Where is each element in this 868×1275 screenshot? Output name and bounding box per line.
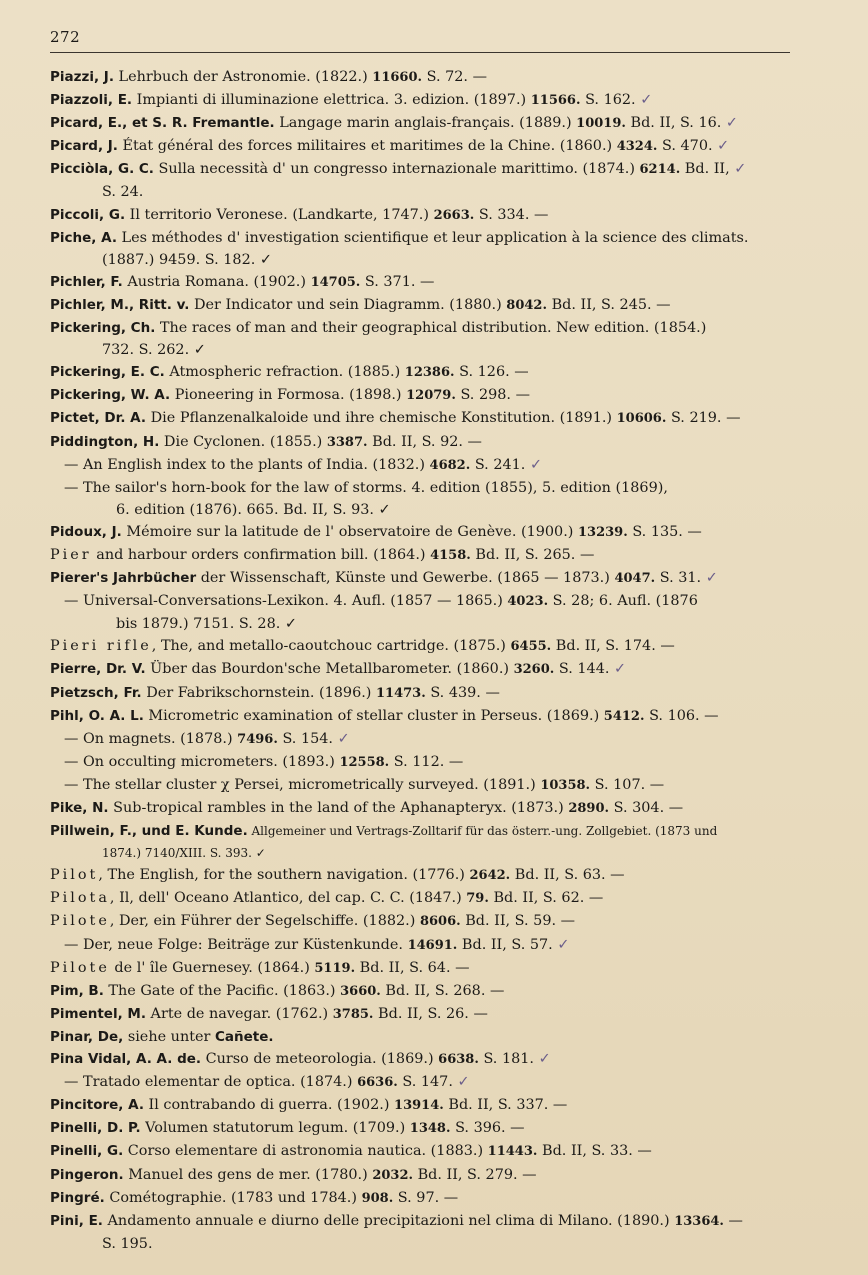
entry-title: — The stellar cluster χ Persei, micrometrically surveyed. (1891.) (64, 776, 541, 793)
entry-location: S. 147. (397, 1074, 453, 1091)
entry-catalog-number: 14705. (310, 274, 361, 290)
index-entry (50, 271, 795, 294)
index-entry (50, 1187, 795, 1210)
entry-catalog-number: 4682. (429, 457, 471, 473)
entry-title: Der Fabrikschornstein. (1896.) (141, 684, 376, 701)
entry-title: der Wissenschaft, Künste und Gewerbe. (1865 — 1873.) (196, 570, 615, 587)
index-entry (50, 1094, 795, 1117)
index-entry (50, 407, 795, 430)
entry-catalog-number: 3660. (340, 983, 381, 999)
checkmark-icon: ✓ (701, 570, 718, 587)
index-entry (50, 66, 795, 89)
entry-catalog-number: 5119. (314, 960, 356, 976)
entry-location: Bd. II, S. 33. — (537, 1143, 652, 1160)
entry-title: The Gate of the Pacific. (1863.) (103, 982, 341, 999)
entry-catalog-number: 3785. (332, 1006, 374, 1022)
index-entry (50, 1164, 795, 1187)
index-entry (50, 1210, 795, 1255)
entry-author: Pini, E. (50, 1212, 103, 1229)
entry-location: S. 181. (478, 1051, 534, 1068)
index-entry (50, 887, 795, 910)
entry-catalog-number: 10019. (576, 116, 626, 132)
entry-author: Pinar, De, (50, 1028, 124, 1045)
entry-catalog-number: 6636. (357, 1075, 398, 1091)
entry-catalog-number: 8606. (419, 914, 461, 930)
checkmark-icon: ✓ (452, 1074, 470, 1091)
entry-title: Austria Romana. (1902.) (122, 273, 311, 290)
entry-catalog-number: 13914. (394, 1098, 444, 1114)
index-entry (50, 112, 795, 135)
entry-author: Picciòla, G. C. (50, 161, 154, 178)
entry-author: Pictet, Dr. A. (50, 410, 147, 427)
entry-location: Bd. II, S. 92. — (367, 433, 482, 450)
index-entry (50, 227, 795, 271)
entry-location: S. 371. — (360, 273, 435, 290)
entry-title: Corso elementare di astronomia nautica. (1883.) (123, 1143, 488, 1160)
entry-title: Allgemeiner und Vertrags-Zolltarif für das österr.-ung. Zollgebiet. (1873 und (247, 824, 718, 839)
entry-location: Bd. II, S. 174. — (551, 638, 675, 655)
entry-location: Bd. II, S. 64. — (355, 959, 470, 976)
entry-catalog-number: 4023. (507, 594, 549, 610)
entry-location: S. 219. — (666, 410, 741, 427)
index-entry (50, 1026, 795, 1048)
index-entry (50, 682, 795, 705)
entry-title: Volumen statutorum legum. (1709.) (140, 1120, 410, 1137)
entry-title: Il contrabando di guerra. (1902.) (143, 1097, 395, 1114)
index-entry (50, 751, 795, 774)
entry-author: Pinelli, D. P. (50, 1120, 141, 1137)
index-entry (50, 820, 795, 864)
entry-author: Pichler, M., Ritt. v. (50, 296, 190, 313)
entry-title: Les méthodes d' investigation scientifique et leur application à la science des climats. (116, 229, 749, 246)
index-entry (50, 158, 795, 203)
entry-author: Pihl, O. A. L. (50, 707, 144, 724)
entry-title: Impianti di illuminazione elettrica. 3. edizion. (1897.) (132, 92, 531, 109)
entry-catalog-number: 11660. (372, 70, 423, 85)
entry-catalog-number: 5412. (603, 708, 645, 724)
index-entry (50, 797, 795, 820)
entry-title: and harbour orders confirmation bill. (1864.) (91, 546, 431, 563)
entry-spaced-heading: Pilote (50, 913, 110, 930)
entry-author: Pichler, F. (50, 273, 123, 290)
index-entry (50, 1117, 795, 1140)
index-entry (50, 658, 795, 681)
entry-location: Bd. II, S. 279. — (413, 1166, 537, 1183)
entry-catalog-number: 6455. (510, 639, 552, 655)
entry-catalog-number: 10606. (616, 411, 667, 427)
index-entry (50, 705, 795, 728)
entry-location: Bd. II, S. 245. — (547, 296, 671, 313)
entry-author: Piccoli, G. (50, 206, 126, 223)
entry-location: Bd. II, S. 16. (625, 115, 722, 132)
entry-catalog-number: 2642. (469, 868, 511, 884)
entry-location: S. 439. — (425, 684, 500, 701)
entry-continuation: 1874.) 7140/XIII. S. 393. ✓ (102, 846, 266, 861)
entry-location: S. 241. (470, 456, 526, 473)
index-entry (50, 544, 795, 567)
entry-catalog-number: 12079. (406, 388, 456, 404)
entry-location: Bd. II, S. 62. — (488, 890, 604, 907)
checkmark-icon: ✓ (729, 161, 747, 178)
entry-author: Piche, A. (50, 229, 117, 246)
page-number: 272 (50, 28, 81, 46)
index-entry (50, 521, 795, 544)
entry-title: Micrometric examination of stellar cluster in Perseus. (1869.) (143, 707, 604, 724)
entry-location: S. 334. — (474, 206, 549, 223)
entry-title: — The sailor's horn-book for the law of storms. 4. edition (1855), 5. edition (1869), (64, 479, 668, 496)
header-rule (50, 52, 790, 53)
entry-title: Cométographie. (1783 und 1784.) (104, 1189, 362, 1206)
entry-location: S. 298. — (455, 387, 530, 404)
index-entry (50, 910, 795, 933)
index-entry (50, 1071, 795, 1094)
entry-author: Pingeron. (50, 1166, 124, 1183)
entry-title: The races of man and their geographical distribution. New edition. (1854.) (155, 320, 707, 337)
entry-title: siehe unter (123, 1028, 215, 1045)
entry-author: Pickering, E. C. (50, 364, 165, 381)
entry-spaced-heading: Pilota (50, 890, 110, 907)
entry-continuation: 6. edition (1876). 665. Bd. II, S. 93. ✓ (116, 501, 391, 518)
entry-catalog-number: 13364. (674, 1213, 724, 1229)
entry-catalog-number: 12386. (404, 365, 455, 381)
index-entry (50, 957, 795, 980)
entry-location: S. 106. — (644, 707, 719, 724)
entry-author: Pickering, Ch. (50, 320, 156, 337)
entry-author: Pike, N. (50, 800, 109, 816)
entry-location: S. 162. (580, 92, 636, 109)
entry-catalog-number: 11473. (376, 685, 426, 701)
entry-location: Bd. II, S. 337. — (443, 1097, 568, 1114)
entry-title: Mémoire sur la latitude de l' observatoire de Genève. (1900.) (121, 523, 578, 540)
index-entry (50, 864, 795, 887)
entry-title: Langage marin anglais-français. (1889.) (274, 115, 577, 132)
index-entry (50, 454, 795, 477)
entry-continuation: 732. S. 262. ✓ (102, 342, 206, 359)
checkmark-icon: ✓ (721, 115, 738, 132)
entry-location: S. 144. (554, 661, 610, 678)
entry-catalog-number: 12558. (339, 754, 390, 770)
entry-catalog-number: 4158. (430, 547, 471, 563)
entry-catalog-number: 8042. (506, 297, 548, 313)
entry-catalog-number: 11566. (530, 93, 581, 109)
entry-author: Pingré. (50, 1189, 105, 1206)
entry-author: Pincitore, A. (50, 1097, 144, 1114)
entry-author: Pierer's Jahrbücher (50, 570, 197, 587)
checkmark-icon: ✓ (534, 1051, 551, 1068)
entry-title: , The, and metallo-caoutchouc cartridge. (1875.) (151, 638, 511, 655)
entry-location: Bd. II, S. 265. — (470, 546, 595, 563)
entry-location: S. 135. — (627, 523, 702, 540)
entry-location: Bd. II, S. 63. — (510, 867, 625, 884)
entry-catalog-number: 14691. (407, 937, 458, 953)
entry-title: Sulla necessità d' un congresso internazionale marittimo. (1874.) (153, 161, 640, 178)
entry-location: S. 154. (277, 730, 333, 747)
entry-continuation: (1887.) 9459. S. 182. ✓ (102, 251, 272, 268)
index-entry (50, 431, 795, 454)
entry-spaced-heading: Pier (50, 546, 92, 563)
entry-title: de l' île Guernesey. (1864.) (109, 959, 315, 976)
entry-location: Bd. II, S. 59. — (460, 913, 576, 930)
entry-author: Pierre, Dr. V. (50, 661, 146, 678)
index-entry (50, 567, 795, 590)
entry-author: Picard, E., et S. R. Fremantle. (50, 115, 275, 132)
entry-author: Pina Vidal, A. A. de. (50, 1051, 202, 1068)
entry-catalog-number: 7496. (237, 731, 278, 747)
entry-see-reference: Cañete. (214, 1028, 274, 1045)
checkmark-icon: ✓ (525, 456, 543, 473)
entry-title: — On magnets. (1878.) (64, 730, 238, 747)
index-entry (50, 1048, 795, 1071)
entry-location: S. 28; 6. Aufl. (1876 (548, 593, 698, 610)
entry-catalog-number: 1348. (409, 1121, 451, 1137)
entry-catalog-number: 2032. (372, 1167, 414, 1183)
entry-title: , The English, for the southern navigation. (1776.) (98, 867, 470, 884)
checkmark-icon: ✓ (712, 138, 730, 155)
entry-title: Die Pflanzenalkaloide und ihre chemische Konstitution. (1891.) (146, 410, 617, 427)
index-entry (50, 774, 795, 797)
entry-location: Bd. II, S. 26. — (373, 1005, 488, 1022)
index-entry (50, 590, 795, 635)
index-entry (50, 980, 795, 1003)
index-entry (50, 135, 795, 158)
index-entry (50, 89, 795, 112)
entry-location: S. 304. — (609, 800, 684, 816)
checkmark-icon: ✓ (609, 661, 627, 678)
entry-title: — Universal-Conversations-Lexikon. 4. Aufl. (1857 — 1865.) (64, 593, 508, 610)
entry-author: Picard, J. (50, 138, 118, 155)
entry-title: Atmospheric refraction. (1885.) (164, 364, 405, 381)
entry-catalog-number: 10358. (540, 777, 591, 793)
entry-catalog-number: 3260. (513, 662, 555, 678)
entry-catalog-number: 6638. (438, 1052, 479, 1068)
entry-title: Der Indicator und sein Diagramm. (1880.) (189, 296, 507, 313)
entry-location: S. 126. — (454, 364, 529, 381)
entry-title: , Il, dell' Oceano Atlantico, del cap. C. C. (1847.) (109, 890, 467, 907)
entry-location: Bd. II, S. 268. — (380, 982, 505, 999)
entry-location: Bd. II, (680, 161, 730, 178)
entry-continuation: S. 24. (102, 184, 144, 201)
entry-catalog-number: 2890. (568, 801, 610, 816)
entry-author: Pinelli, G. (50, 1143, 124, 1160)
checkmark-icon: ✓ (552, 936, 570, 953)
entry-spaced-heading: Pilot (50, 867, 99, 884)
entry-catalog-number: 6214. (639, 162, 681, 178)
entry-catalog-number: 79. (466, 891, 489, 907)
entry-title: État général des forces militaires et maritimes de la Chine. (1860.) (117, 138, 617, 155)
entry-catalog-number: 908. (361, 1190, 394, 1206)
index-entry (50, 728, 795, 751)
index-entry (50, 294, 795, 317)
entry-continuation: bis 1879.) 7151. S. 28. ✓ (116, 616, 297, 633)
entry-title: Andamento annuale e diurno delle precipitazioni nel clima di Milano. (1890.) (102, 1212, 675, 1229)
entry-title: , Der, ein Führer der Segelschiffe. (1882.) (109, 913, 420, 930)
entry-location: S. 72. — (422, 69, 487, 85)
entry-author: Pickering, W. A. (50, 387, 171, 404)
entry-catalog-number: 3387. (326, 434, 368, 450)
entry-title: — Tratado elementar de optica. (1874.) (64, 1074, 358, 1091)
index-entry (50, 477, 795, 521)
entry-author: Piddington, H. (50, 433, 160, 450)
index-entry (50, 361, 795, 384)
entry-title: Über das Bourdon'sche Metallbarometer. (1860.) (145, 661, 514, 678)
index-entry (50, 1003, 795, 1026)
checkmark-icon: ✓ (635, 92, 653, 109)
entry-author: Pim, B. (50, 982, 104, 999)
entry-location: S. 97. — (393, 1189, 459, 1206)
entry-title: — On occulting micrometers. (1893.) (64, 753, 340, 770)
entry-title: — Der, neue Folge: Beiträge zur Küstenkunde. (64, 936, 408, 953)
index-entry (50, 934, 795, 957)
entry-author: Pillwein, F., und E. Kunde. (50, 823, 248, 840)
entry-title: Die Cyclonen. (1855.) (159, 433, 327, 450)
entry-author: Pietzsch, Fr. (50, 684, 142, 701)
entry-catalog-number: 13239. (577, 524, 628, 540)
entry-catalog-number: 4324. (616, 139, 658, 155)
entry-author: Piazzoli, E. (50, 92, 133, 109)
entry-title: Lehrbuch der Astronomie. (1822.) (113, 69, 373, 85)
entry-author: Pimentel, M. (50, 1005, 146, 1022)
entry-author: Piazzi, J. (50, 69, 114, 85)
entry-location: — (723, 1212, 743, 1229)
entry-location: S. 470. (657, 138, 713, 155)
entry-title: Pioneering in Formosa. (1898.) (170, 387, 407, 404)
entry-catalog-number: 11443. (487, 1144, 538, 1160)
checkmark-icon: ✓ (333, 730, 350, 747)
entry-catalog-number: 4047. (614, 571, 656, 587)
entry-title: Arte de navegar. (1762.) (145, 1005, 333, 1022)
entry-title: — An English index to the plants of India. (1832.) (64, 456, 430, 473)
entry-location: S. 107. — (590, 776, 665, 793)
entry-title: Il territorio Veronese. (Landkarte, 1747.) (125, 206, 434, 223)
entry-title: Manuel des gens de mer. (1780.) (123, 1166, 373, 1183)
entry-author: Pidoux, J. (50, 523, 122, 540)
entry-location: Bd. II, S. 57. (457, 936, 553, 953)
entry-location: S. 31. (655, 570, 702, 587)
index-entry (50, 384, 795, 407)
index-entries (50, 66, 795, 1255)
index-entry (50, 1140, 795, 1163)
entry-title: Sub-tropical rambles in the land of the Aphanapteryx. (1873.) (108, 800, 569, 816)
entry-title: Curso de meteorologia. (1869.) (201, 1051, 439, 1068)
entry-catalog-number: 2663. (433, 207, 475, 223)
entry-location: S. 396. — (450, 1120, 525, 1137)
index-entry (50, 204, 795, 227)
index-entry (50, 635, 795, 658)
entry-spaced-heading: Pilote (50, 959, 110, 976)
index-entry (50, 317, 795, 361)
entry-location: S. 112. — (389, 753, 464, 770)
entry-continuation: S. 195. (102, 1235, 153, 1252)
entry-spaced-heading: Pieri rifle (50, 638, 152, 655)
